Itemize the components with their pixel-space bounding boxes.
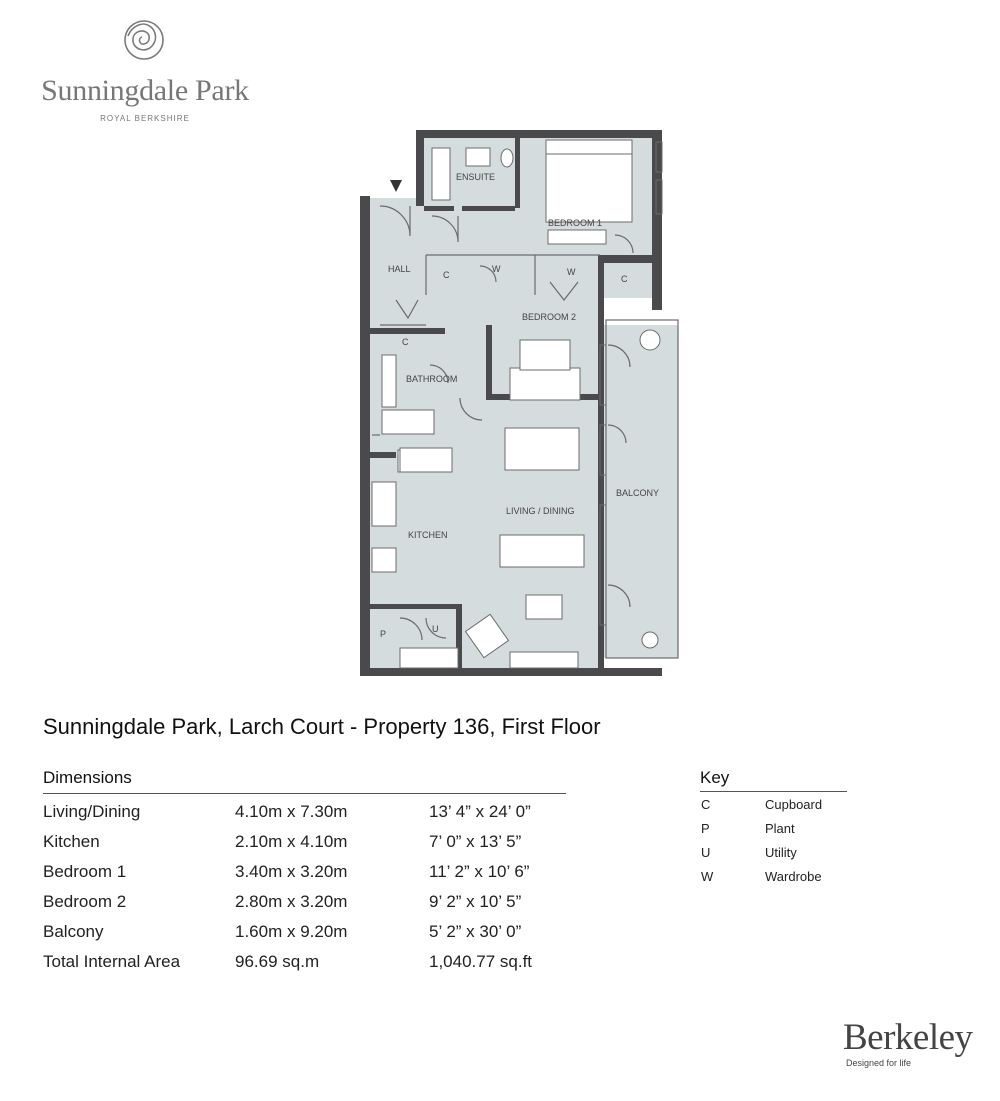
- dimension-row: [43, 914, 566, 944]
- key-code: W: [701, 869, 714, 884]
- imperial-size: 1,040.77 sq.ft: [429, 952, 533, 971]
- imperial-size: 7’ 0” x 13’ 5”: [429, 832, 522, 851]
- berkeley-name: Berkeley: [843, 1017, 973, 1058]
- brand-subtitle: ROYAL BERKSHIRE: [100, 114, 190, 123]
- imperial-size: 9’ 2” x 10’ 5”: [429, 892, 522, 911]
- label-cupboard-upper: C: [443, 270, 450, 280]
- room-name: Total Internal Area: [43, 952, 181, 971]
- label-bathroom: BATHROOM: [406, 374, 458, 384]
- key-item: [700, 864, 847, 888]
- metric-size: 96.69 sq.m: [235, 952, 320, 971]
- label-cupboard-hall: C: [402, 337, 409, 347]
- key-meaning: Cupboard: [765, 797, 823, 812]
- berkeley-logo: [843, 1018, 973, 1068]
- key-meaning: Plant: [765, 821, 795, 836]
- room-name: Living/Dining: [43, 802, 141, 821]
- label-balcony: BALCONY: [616, 488, 660, 498]
- key-code: C: [701, 797, 711, 812]
- room-name: Balcony: [43, 922, 104, 941]
- room-name: Bedroom 1: [43, 862, 127, 881]
- key-item: [700, 840, 847, 864]
- dimension-row: [43, 884, 566, 914]
- key-legend: [700, 768, 847, 888]
- label-hall: HALL: [388, 264, 411, 274]
- key-code: U: [701, 845, 711, 860]
- dimensions-heading: Dimensions: [43, 768, 566, 794]
- entrance-arrow-icon: [390, 180, 402, 192]
- berkeley-tagline: Designed for life: [846, 1058, 912, 1068]
- label-bedroom-1: BEDROOM 1: [548, 218, 603, 228]
- room-name: Kitchen: [43, 832, 100, 851]
- metric-size: 3.40m x 3.20m: [235, 862, 348, 881]
- label-wardrobe-bedroom-2: W: [567, 267, 576, 277]
- key-meaning: Utility: [765, 845, 797, 860]
- floor-plan: [360, 130, 682, 676]
- room-name: Bedroom 2: [43, 892, 127, 911]
- brand-logo: [40, 18, 250, 123]
- dimensions-table: [43, 768, 566, 974]
- metric-size: 2.80m x 3.20m: [235, 892, 348, 911]
- label-living-dining: LIVING / DINING: [506, 506, 575, 516]
- metric-size: 4.10m x 7.30m: [235, 802, 348, 821]
- label-plant: P: [380, 629, 387, 639]
- label-kitchen: KITCHEN: [408, 530, 448, 540]
- key-heading: Key: [700, 768, 847, 792]
- key-code: P: [701, 821, 710, 836]
- label-ensuite: ENSUITE: [456, 172, 496, 182]
- metric-size: 1.60m x 9.20m: [235, 922, 348, 941]
- dimension-row: [43, 854, 566, 884]
- key-meaning: Wardrobe: [765, 869, 822, 884]
- dimension-row: [43, 824, 566, 854]
- brand-name: Sunningdale Park: [41, 74, 249, 107]
- dimension-row-total: [43, 944, 566, 974]
- label-wardrobe-hall: W: [492, 264, 501, 274]
- rose-logo-icon: [122, 18, 166, 62]
- page-title: Sunningdale Park, Larch Court - Property 136, First Floor: [43, 714, 601, 739]
- label-bedroom-2: BEDROOM 2: [522, 312, 577, 322]
- label-cupboard-bedroom-1: C: [621, 274, 628, 284]
- imperial-size: 11’ 2” x 10’ 6”: [429, 862, 530, 881]
- metric-size: 2.10m x 4.10m: [235, 832, 348, 851]
- key-item: [700, 792, 847, 816]
- dimension-row: [43, 794, 566, 824]
- imperial-size: 5’ 2” x 30’ 0”: [429, 922, 522, 941]
- label-utility: U: [432, 624, 439, 634]
- key-item: [700, 816, 847, 840]
- imperial-size: 13’ 4” x 24’ 0”: [429, 802, 531, 821]
